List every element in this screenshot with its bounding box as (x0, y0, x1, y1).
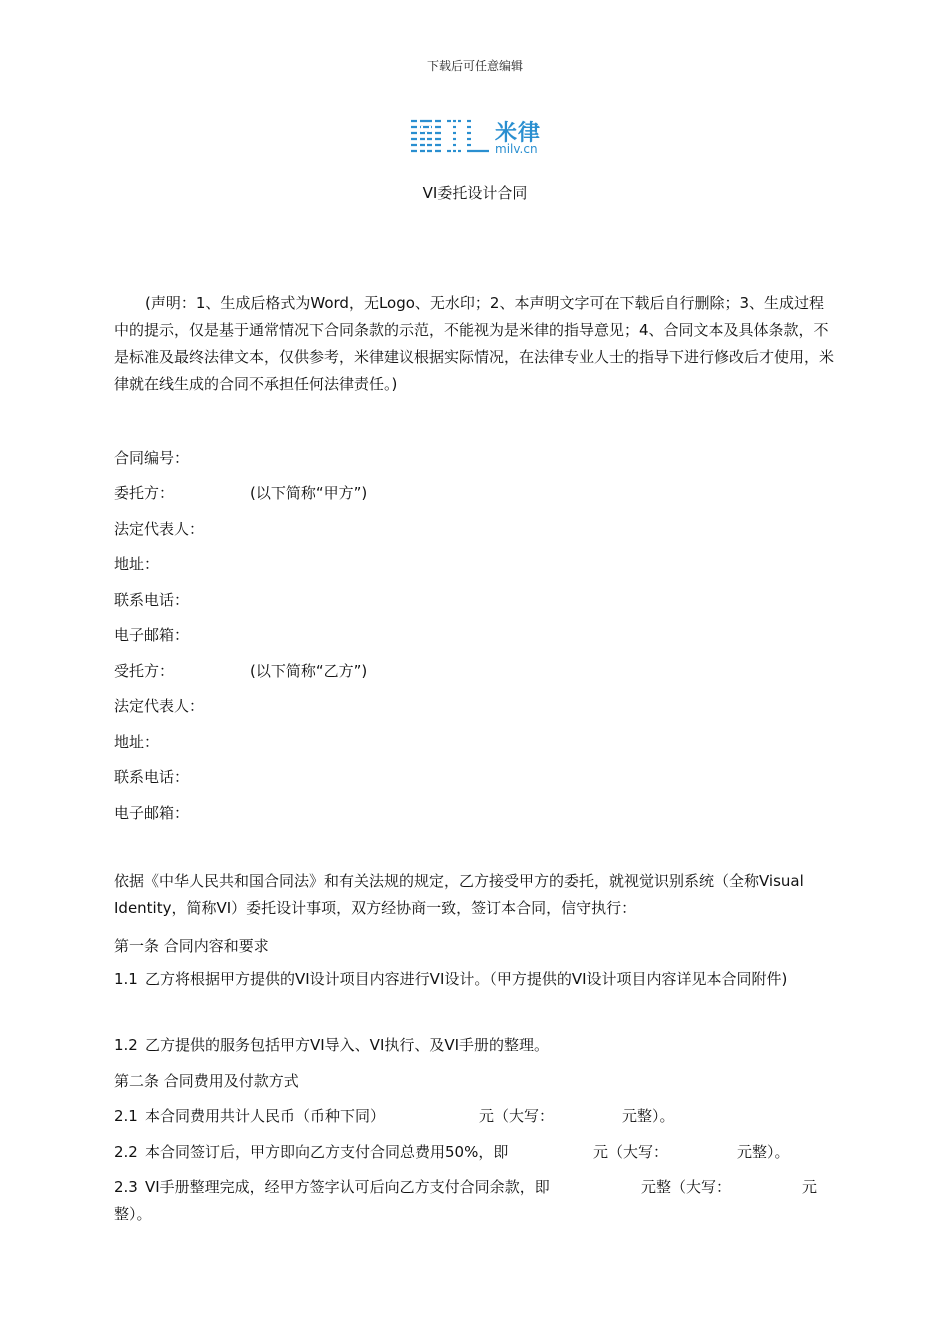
party-b-address-field: 地址： (114, 733, 160, 751)
clause-number: 2.1 (114, 1107, 138, 1125)
clause-2-2 (114, 1141, 508, 1162)
party-b-phone-field: 联系电话： (114, 768, 190, 786)
clause-2-2-uppercase-label: 元整）。 (737, 1143, 790, 1161)
clause-2-1-uppercase-label: 元整）。 (622, 1107, 675, 1125)
logo-mark-icon (409, 118, 491, 154)
party-a-email-field: 电子邮箱： (114, 626, 190, 644)
disclaimer-paragraph: (声明：1、生成后格式为Word，无Logo、无水印；2、本声明文字可在下载后自行删除；3、生成过程中的提示，仅是基于通常情况下合同条款的示范，不能视为是米律的指导意见；4、合同文本及具体条款，不是标准及最终法律文本，仅供参考，米律建议根据实际情况，在法律专业人士的指导下进行修改后才使用，米律就在线生成的合同不承担任何法律责任。) (114, 294, 835, 393)
clause-2-3-unit: 元 (802, 1178, 818, 1196)
clause-2-1-amount-label: 元（大写： (479, 1107, 555, 1125)
party-b-email-field: 电子邮箱： (114, 804, 190, 822)
clause-2-3-amount-label: 元整（大写： (641, 1178, 732, 1196)
clause-text: 本合同费用共计人民币（币种下同） (145, 1107, 386, 1125)
clause-number: 2.2 (114, 1143, 138, 1161)
clause-text: 乙方将根据甲方提供的VI设计项目内容进行VI设计。（甲方提供的VI设计项目内容详见本合同附件) (145, 970, 788, 988)
party-a-phone-field: 联系电话： (114, 591, 190, 609)
contract-number-field: 合同编号： (114, 449, 190, 467)
article-2-heading: 第二条 合同费用及付款方式 (114, 1072, 299, 1090)
party-a-label: 委托方： (114, 484, 175, 502)
party-a-address-field: 地址： (114, 555, 160, 573)
clause-2-3-end: 整）。 (114, 1205, 152, 1223)
article-1-heading: 第一条 合同内容和要求 (114, 937, 269, 955)
clause-2-2-amount-label: 元（大写： (593, 1143, 669, 1161)
party-a-representative-field: 法定代表人： (114, 520, 205, 538)
clause-text: VI手册整理完成，经甲方签字认可后向乙方支付合同余款，即 (145, 1178, 550, 1196)
document-title: VI委托设计合同 (422, 184, 528, 202)
party-b-label: 受托方： (114, 662, 175, 680)
party-b-field (114, 660, 368, 681)
party-a-note: (以下简称“甲方”) (250, 484, 368, 502)
clause-number: 1.1 (114, 970, 138, 988)
clause-1-1 (114, 966, 834, 993)
party-b-representative-field: 法定代表人： (114, 697, 205, 715)
header-note: 下载后可任意编辑 (426, 59, 523, 73)
clause-2-1 (114, 1105, 385, 1126)
clause-2-3 (114, 1176, 550, 1197)
milv-logo (409, 118, 549, 158)
party-a-field (114, 482, 368, 503)
logo-domain-text: milv.cn (495, 142, 538, 156)
clause-number: 2.3 (114, 1178, 138, 1196)
clause-1-2 (114, 1034, 549, 1055)
party-b-note: (以下简称“乙方”) (250, 662, 368, 680)
intro-paragraph: 依据《中华人民共和国合同法》和有关法规的规定，乙方接受甲方的委托，就视觉识别系统（全称Visual Identity，简称VI）委托设计事项，双方经协商一致，签订本合同，信守执行： (114, 872, 804, 917)
clause-text: 本合同签订后，甲方即向乙方支付合同总费用50%，即 (145, 1143, 509, 1161)
clause-text: 乙方提供的服务包括甲方VI导入、VI执行、及VI手册的整理。 (145, 1036, 550, 1054)
clause-number: 1.2 (114, 1036, 138, 1054)
logo-chinese-text: 米律 (495, 121, 542, 146)
